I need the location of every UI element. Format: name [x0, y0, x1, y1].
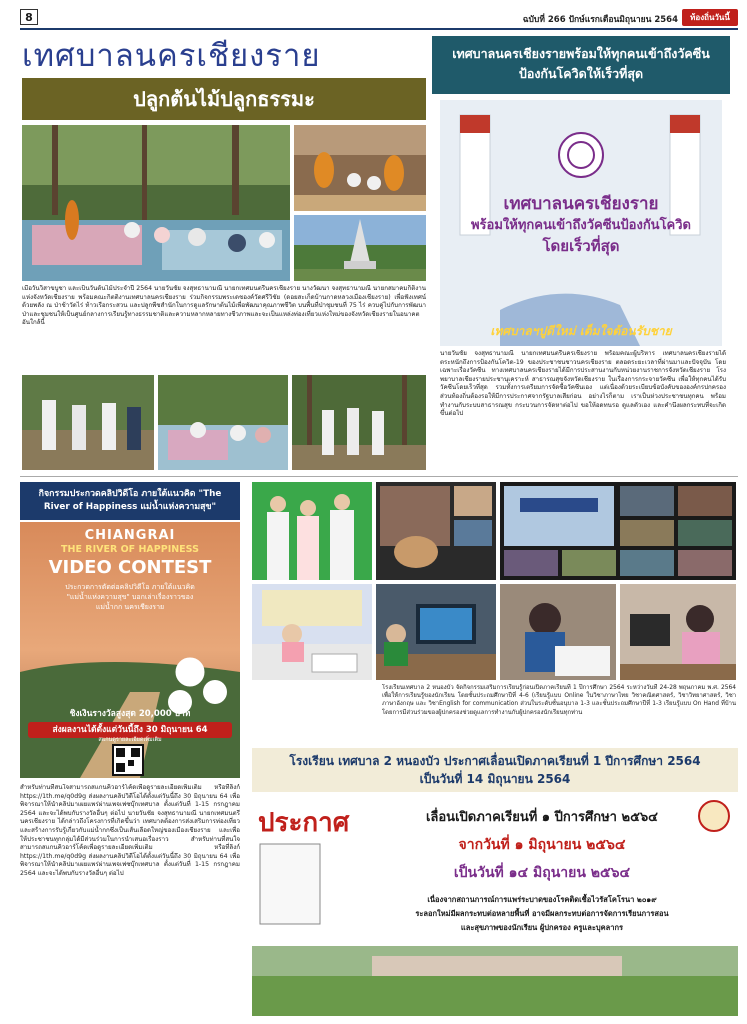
poster-description: ประกวดการตัดต่อคลิปวิดีโอ ภายใต้แนวคิด "แม่น้ำแห่งความสุข" บอกเล่าเรื่องราวของแม่น้ำกก นครเชียงราย [65, 583, 195, 611]
photo-laptop-student [376, 584, 496, 680]
school-seal-icon [698, 800, 730, 832]
notice-line6: และสุขภาพของนักเรียน ผู้ปกครอง ครูและบุคลากร [460, 923, 624, 932]
article3-body: สำหรับท่านที่สนใจสามารถสแกนคิวอาร์โค้ดเพื่อดูรายละเอียดเพิ่มเติม หรือที่ลิงก์ https://1th.me/q0d9g ส่งผลงานคลิปวิดีโอได้ตั้งแต่วันนี้ถึง 30 มิถุนายน 64 เพื่อพิจารณาให้นำคลิปมาเผยแพร่ผ่านเพจเฟซบุ๊กเทศบาล ตั้งแต่วันที่ 1-15 กรกฎาคม 2564 และจะได้พบกับรางวัลอื่นๆ ต่อไป นายวันชัย จงสุทธานามณี นายกเทศมนตรีนครเชียงราย ได้กล่าวถึงโครงการที่เกิดขึ้นว่า เทศบาลต้องการส่งเสริมการท่องเที่ยวและสร้างการรับรู้เกี่ยวกับแม่น้ำกกซึ่งเป็นเส้นเลือดใหญ่ของเมืองเชียงราย และเพื่อให้ประชาชนทุกกลุ่มได้มีส่วนร่วมในการนำเสนอเรื่องราว สำหรับท่านที่สนใจสามารถสแกนคิวอาร์โค้ดเพื่อดูรายละเอียดเพิ่มเติม หรือที่ลิงก์ https://1th.me/q0d9g ส่งผลงานคลิปวิดีโอได้ตั้งแต่วันนี้ถึง 30 มิถุนายน 64 เพื่อพิจารณาให้นำคลิปมาเผยแพร่ผ่านเพจเฟซบุ๊กเทศบาล ตั้งแต่วันที่ 1-15 กรกฎาคม 2564 และจะได้พบกับรางวัลอื่นๆ ต่อไป [20, 784, 240, 877]
poster-deadline: ส่งผลงานได้ตั้งแต่วันนี้ถึง 30 มิถุนายน 64 [28, 722, 232, 738]
notice-line1: เลื่อนเปิดภาคเรียนที่ ๑ ปีการศึกษา ๒๕๖๔ [425, 810, 659, 825]
issue-info: ฉบับที่ 266 ปักษ์แรกเดือนมิถุนายน 2564 [522, 15, 678, 25]
page-header [20, 8, 738, 30]
photo-seated-meditation [158, 375, 288, 470]
poster-title-river: THE RIVER OF HAPPINESS [61, 544, 199, 555]
poster-title-contest: VIDEO CONTEST [48, 557, 212, 578]
notice-line3: เป็นวันที่ ๑๔ มิถุนายน ๒๕๖๔ [453, 865, 631, 881]
poster-title-chiangrai: CHIANGRAI [84, 528, 176, 543]
notice-line5: ระลอกใหม่มีผลกระทบต่อหลายพื้นที่ อาจมีผลกระทบต่อการจัดการเรียนการสอน [415, 909, 669, 918]
notice-line2: จากวันที่ ๑ มิถุนายน ๒๕๖๔ [458, 837, 626, 853]
section-divider [20, 476, 738, 477]
video-contest-poster [20, 522, 240, 778]
article1-body: เมื่อวันวิสาขบูชา และเป็นวันต้นไม้ประจำปี 2564 นายวันชัย จงสุทธานามณี นายกเทศมนตรีนครเชียงราย นางวัฒนา จงสุทธานามณี นายกสมาคมกิติงานแห่งจังหวัดเชียงราย พร้อมคณะกิตติงานเทศบาลนครเชียงราย ร่วมกิจกรรมพระเดชองค์วัดศรีวิชัย (ดอยสะเก็ดบ้านกาดหลวงเมืองเชียงราย) เพื่อฟังเทศน์ด้วยพลัง ณ ป่าช้าวัดไร่ ท้าวเรือกระสวน และปลูกพืชสำนักในการดูแลรักษาต้นไม้เพื่อพัฒนาคุณภาพชีวิต บนพื้นที่ป่าชุมชนที่ 75 ไร่ ควบคู่ไปกับการพัฒนาป่าและชุมชนให้เป็นศูนย์กลางการเรียนรู้ทางธรรมชาติและความหลากหลายทางชีวภาพและจะเป็นแหล่งท่องเที่ยวแห่งใหม่ของจังหวัดเชียงรายในอนาคตอันใกล้นี้ [22, 285, 426, 327]
photo-monk-planting [22, 125, 290, 281]
photo-forest-group [292, 375, 426, 470]
poster-slogan: เทศบาลฯปูดีใหม่ เต็มใจต้อนรับชาย [490, 324, 672, 338]
article5-headline: โรงเรียน เทศบาล 2 หนองบัว ประกาศเลื่อนเปิดภาคเรียนที่ 1 ปีการศึกษา 2564 เป็นวันที่ 14 มิถุนายน 2564 [252, 748, 738, 792]
poster-scan-label: สแกนดูรายละเอียดเพิ่มเติม [98, 737, 162, 743]
article-subtitle: ปลูกต้นไม้ปลูกธรรมะ [22, 78, 426, 120]
photo-teachers-green [252, 482, 372, 580]
photo-monk-ceremony [294, 125, 426, 211]
photo-girl-tablet [620, 584, 736, 680]
poster-line3: โดยเร็วที่สุด [542, 237, 620, 255]
page-number: 8 [20, 9, 38, 25]
notice-poster [252, 796, 738, 1016]
article4-body: โรงเรียนเทศบาล 2 หนองบัว จัดกิจกรรมเสริมการเรียนรู้ก่อนเปิดภาคเรียนที่ 1 ปีการศึกษา 2564 ระหว่างวันที่ 24-28 พฤษภาคม พ.ศ. 2564 เพื่อให้การเรียนรู้ของนักเรียน โดยชั้นประถมศึกษาปีที่ 4-6 (เรียนรู้แบบ Online ในวิชาภาษาไทย วิชาคณิตศาสตร์, วิชาวิทยาศาสตร์, วิชาภาษาอังกฤษ และ วิชาEnglish for communication ส่วนในระดับชั้นอนุบาล 1-3 และชั้นประถมศึกษาปีที่ 1-3 เรียนรู้แบบ On Hand ที่บ้าน โดยการมีส่วนร่วมของผู้ปกครองช่วยดูแลการทำงานกับผู้ปกครองนักเรียนทุกท่าน [382, 685, 736, 716]
article2-body: นายวันชัย จงสุทธานามณี นายกเทศมนตรีนครเชียงราย พร้อมคณะผู้บริหาร เทศบาลนครเชียงรายได้ตระหนักถึงการป้องกันโควิด-19 ของประชาชนชาวนครเชียงราย ตลอดระยะเวลาที่ผ่านมาและปัจจุบัน โดยเฉพาะเรื่องวัคซีน ทางเทศบาลนครเชียงรายได้มีการประสานงานกับหน่วยงานราชการจังหวัดเชียงราย โรงพยาบาลเชียงรายประชานุเคราะห์ สาธารณสุขจังหวัดเชียงราย ในเรื่องการกระจายวัคซีน เพื่อให้ทุกคนได้รับวัคซีนโดยเร็วที่สุด รวมทั้งการเตรียมการจัดซื้อวัคซีนเอง แต่เนื่องด้วยระเบียบข้อบังคับขององค์กรปกครองส่วนท้องถิ่นต้องรอให้มีการประกาศจากรัฐบาลเสียก่อน อย่างไรก็ตาม เราเป็นห่วงประชาชนทุกคน พร้อมทำงานกับระบบสาธารณสุข กระบวนการจัดหาต่อไป ขอให้อดทนรอ ดูแลตัวเอง และคำนึงผลกระทบที่จะเกิดขึ้นต่อไป [440, 350, 726, 418]
photo-video-call-dog [376, 482, 496, 580]
photo-child-drawing [252, 584, 372, 680]
seal-icon [567, 141, 595, 169]
article-masthead: เทศบาลนครเชียงราย [22, 38, 321, 74]
article2-headline: เทศบาลนครเชียงรายพร้อมให้ทุกคนเข้าถึงวัคซีนป้องกันโควิดให้เร็วที่สุด [432, 36, 730, 94]
photo-group-standing [22, 375, 154, 470]
newspaper-logo: ท้องถิ่นวันนี้ [682, 9, 738, 26]
article3-headline: กิจกรรมประกวดคลิปวิดีโอ ภายใต้แนวคิด "The River of Happiness แม่น้ำแห่งความสุข" [20, 482, 240, 520]
notice-title: ประกาศ [258, 808, 350, 838]
vaccine-poster [440, 100, 722, 346]
poster-line2: พร้อมให้ทุกคนเข้าถึงวัคซีนป้องกันโควิด [470, 218, 691, 233]
photo-pagoda [294, 215, 426, 281]
qr-code-icon [112, 744, 144, 776]
photo-zoom-grid [500, 482, 736, 580]
poster-line1: เทศบาลนครเชียงราย [503, 194, 659, 214]
poster-prize: ชิงเงินรางวัลสูงสุด 20,000 บาท [69, 709, 191, 719]
photo-boy-studying [500, 584, 616, 680]
notice-line4: เนื่องจากสถานการณ์การแพร่ระบาดของโรคติดเชื้อไวรัสโคโรนา ๒๐๑๙ [427, 895, 657, 904]
